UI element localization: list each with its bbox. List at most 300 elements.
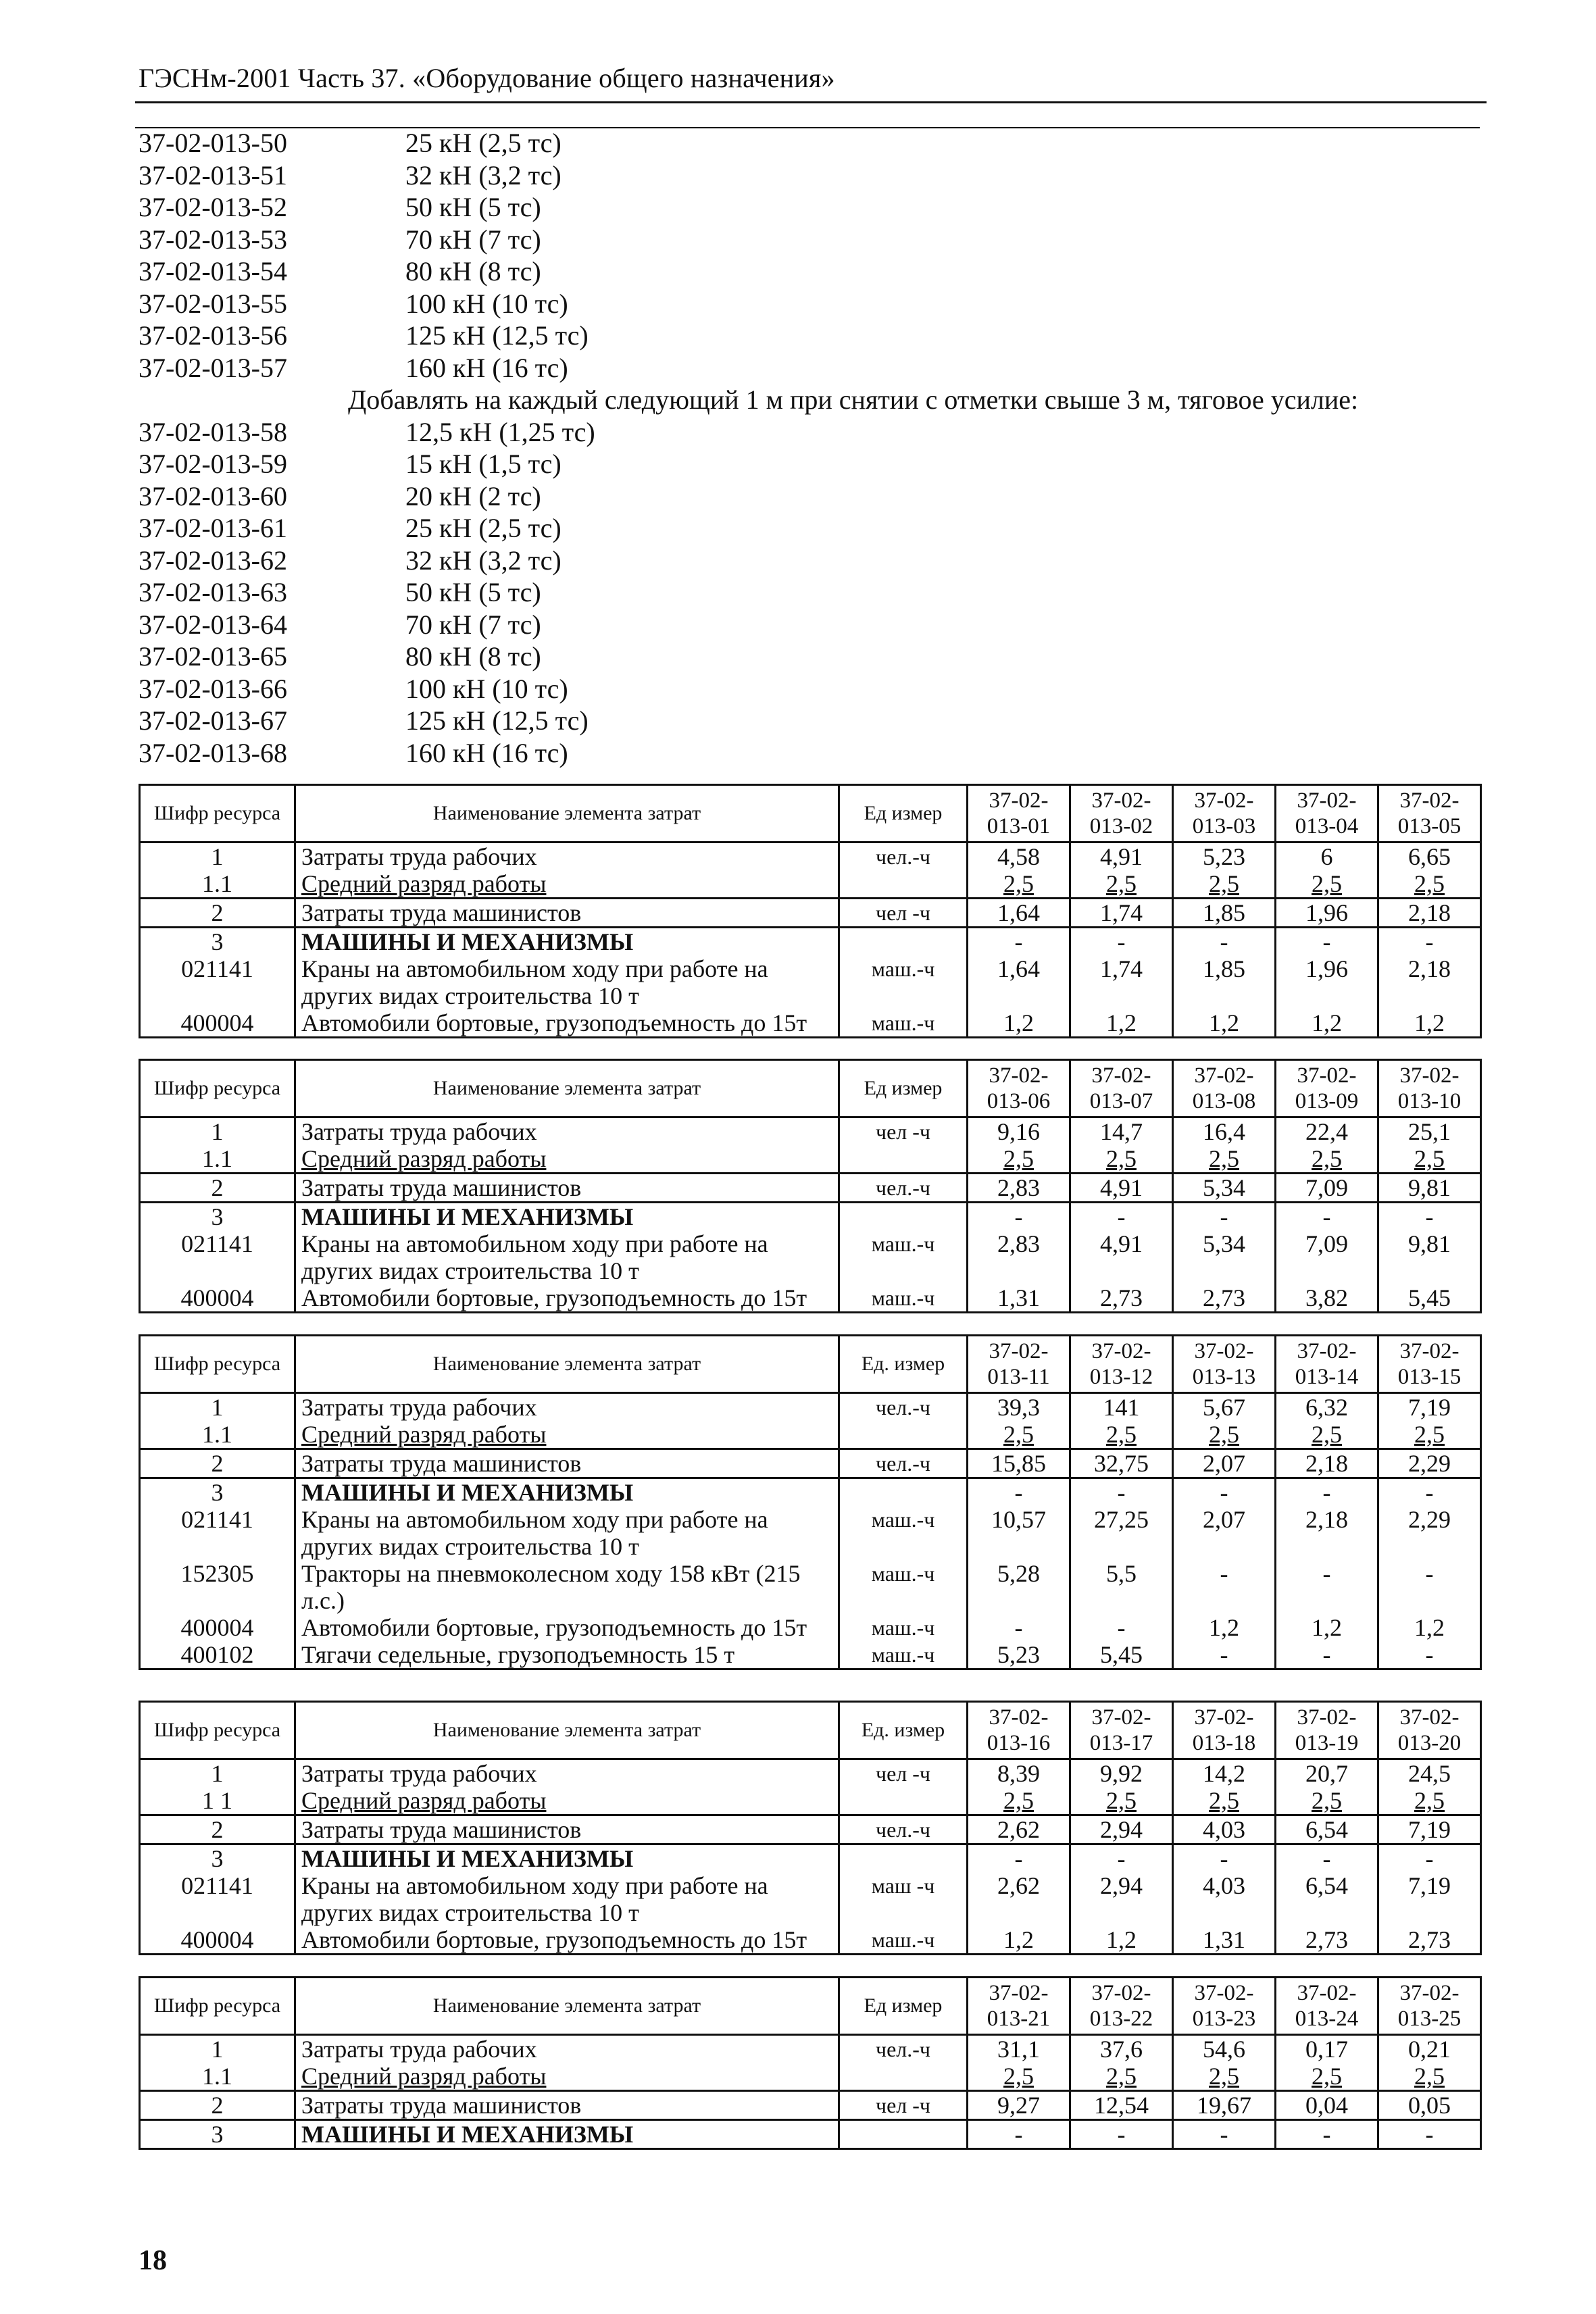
header-unit: Ед. измер bbox=[839, 1336, 968, 1393]
resource-code: 1 bbox=[140, 1759, 295, 1788]
code-list-row bbox=[139, 159, 1358, 192]
norm-value: 1,85 bbox=[1173, 899, 1276, 928]
unit-of-measure: маш.-ч bbox=[839, 1284, 968, 1313]
norm-value: - bbox=[1378, 1560, 1481, 1614]
norm-code: 37-02-013-57 bbox=[139, 352, 287, 383]
header-norm-code: 37-02- 013-09 bbox=[1276, 1060, 1378, 1117]
unit-of-measure: маш -ч bbox=[839, 1872, 968, 1926]
resource-code: 1.1 bbox=[140, 870, 295, 899]
cost-element-name bbox=[295, 955, 839, 1009]
header-norm-code: 37-02- 013-23 bbox=[1173, 1978, 1276, 2035]
norm-value: 1,85 bbox=[1173, 955, 1276, 1009]
cost-element-name bbox=[295, 1815, 839, 1844]
header-norm-code: 37-02- 013-14 bbox=[1276, 1336, 1378, 1393]
header-norm-code: 37-02- 013-24 bbox=[1276, 1978, 1378, 2035]
cost-element-line: других видах строительства 10 т bbox=[301, 1533, 639, 1560]
resource-code: 1 bbox=[140, 842, 295, 871]
table-header-row bbox=[140, 1336, 1481, 1393]
page-number: 18 bbox=[139, 2245, 167, 2276]
unit-of-measure: маш.-ч bbox=[839, 1009, 968, 1038]
code-list-row bbox=[139, 352, 1358, 384]
cost-element-line: Автомобили бортовые, грузоподъемность до 15т bbox=[301, 1009, 807, 1036]
traction-load: 32 кН (3,2 тс) bbox=[405, 159, 562, 191]
header-resource-code: Шифр ресурса bbox=[140, 1060, 295, 1117]
norm-value: - bbox=[1276, 1478, 1378, 1507]
norm-value: 2,18 bbox=[1276, 1506, 1378, 1560]
cost-element-name bbox=[295, 1844, 839, 1873]
norm-value: 0,04 bbox=[1276, 2091, 1378, 2120]
header-resource-code: Шифр ресурса bbox=[140, 1978, 295, 2035]
unit-of-measure: чел -ч bbox=[839, 1759, 968, 1788]
header-cost-element: Наименование элемента затрат bbox=[295, 1336, 839, 1393]
table-row bbox=[140, 1815, 1481, 1844]
norm-code: 37-02-013-52 bbox=[139, 192, 287, 222]
norm-value: 4,91 bbox=[1070, 1230, 1173, 1284]
cost-element-line: Средний разряд работы bbox=[301, 1787, 547, 1814]
norm-value: - bbox=[1173, 928, 1276, 956]
norm-value: 1,64 bbox=[968, 899, 1070, 928]
traction-load: 125 кН (12,5 тс) bbox=[405, 320, 589, 351]
norm-value: 1,96 bbox=[1276, 899, 1378, 928]
norm-code: 37-02-013-62 bbox=[139, 545, 287, 576]
header-norm-code: 37-02- 013-05 bbox=[1378, 785, 1481, 842]
norm-value: 7,19 bbox=[1378, 1815, 1481, 1844]
cost-element-name bbox=[295, 928, 839, 956]
table-row bbox=[140, 899, 1481, 928]
norm-code-list bbox=[139, 127, 1358, 769]
cost-element-name bbox=[295, 1926, 839, 1955]
table-row bbox=[140, 955, 1481, 1009]
norm-value: 1,2 bbox=[968, 1926, 1070, 1955]
unit-of-measure: чел.-ч bbox=[839, 1393, 968, 1422]
traction-load: 20 кН (2 тс) bbox=[405, 480, 541, 511]
additional-note: Добавлять на каждый следующий 1 м при снятии с отметки свыше 3 м, тяговое усилие: bbox=[348, 384, 1359, 415]
header-norm-code: 37-02- 013-25 bbox=[1378, 1978, 1481, 2035]
resource-code: 2 bbox=[140, 1174, 295, 1203]
norm-value: 2,5 bbox=[1378, 2063, 1481, 2091]
resource-table bbox=[139, 1701, 1482, 1955]
resource-code: 2 bbox=[140, 2091, 295, 2120]
table-row bbox=[140, 1393, 1481, 1422]
header-norm-code: 37-02- 013-06 bbox=[968, 1060, 1070, 1117]
cost-element-line: л.с.) bbox=[301, 1587, 345, 1614]
resource-code: 1.1 bbox=[140, 1145, 295, 1174]
code-list-row bbox=[139, 737, 1358, 770]
cost-element-line: Краны на автомобильном ходу при работе на bbox=[301, 1506, 768, 1533]
norm-value: 2,07 bbox=[1173, 1449, 1276, 1478]
header-norm-code: 37-02- 013-07 bbox=[1070, 1060, 1173, 1117]
norm-value: - bbox=[1378, 1641, 1481, 1669]
table-row bbox=[140, 842, 1481, 871]
header-norm-code: 37-02- 013-02 bbox=[1070, 785, 1173, 842]
header-norm-code: 37-02- 013-01 bbox=[968, 785, 1070, 842]
header-norm-code: 37-02- 013-16 bbox=[968, 1702, 1070, 1759]
norm-value: 2,5 bbox=[968, 1145, 1070, 1174]
cost-element-line: Тягачи седельные, грузоподъемность 15 т bbox=[301, 1641, 735, 1668]
code-list-row bbox=[139, 191, 1358, 224]
cost-element-line: Затраты труда рабочих bbox=[301, 1760, 537, 1787]
cost-element-name bbox=[295, 1614, 839, 1641]
norm-value: 0,21 bbox=[1378, 2035, 1481, 2063]
table-header-row bbox=[140, 1978, 1481, 2035]
norm-value: 0,05 bbox=[1378, 2091, 1481, 2120]
norm-value: 1,64 bbox=[968, 955, 1070, 1009]
norm-value: - bbox=[1070, 1203, 1173, 1231]
cost-element-line: Автомобили бортовые, грузоподъемность до 15т bbox=[301, 1284, 807, 1311]
traction-load: 80 кН (8 тс) bbox=[405, 641, 541, 672]
cost-element-name bbox=[295, 1145, 839, 1174]
cost-element-name bbox=[295, 1560, 839, 1614]
norm-code: 37-02-013-64 bbox=[139, 609, 287, 640]
traction-load: 12,5 кН (1,25 тс) bbox=[405, 416, 595, 447]
cost-element-line: Средний разряд работы bbox=[301, 2063, 547, 2090]
header-norm-code: 37-02- 013-10 bbox=[1378, 1060, 1481, 1117]
norm-value: 2,5 bbox=[1276, 1787, 1378, 1815]
cost-element-line: МАШИНЫ И МЕХАНИЗМЫ bbox=[301, 1203, 634, 1230]
norm-value: - bbox=[1173, 1203, 1276, 1231]
norm-value: - bbox=[1070, 1844, 1173, 1873]
cost-element-line: Затраты труда рабочих bbox=[301, 2036, 537, 2063]
norm-code: 37-02-013-67 bbox=[139, 705, 287, 736]
norm-value: 1,31 bbox=[968, 1284, 1070, 1313]
traction-load: 50 кН (5 тс) bbox=[405, 577, 541, 607]
header-resource-code: Шифр ресурса bbox=[140, 785, 295, 842]
code-list-row bbox=[139, 255, 1358, 288]
norm-value: 39,3 bbox=[968, 1393, 1070, 1422]
cost-element-line: МАШИНЫ И МЕХАНИЗМЫ bbox=[301, 2121, 634, 2148]
norm-value: 7,19 bbox=[1378, 1872, 1481, 1926]
header-norm-code: 37-02- 013-15 bbox=[1378, 1336, 1481, 1393]
norm-value: 2,5 bbox=[968, 1421, 1070, 1449]
table-row bbox=[140, 1759, 1481, 1788]
header-norm-code: 37-02- 013-17 bbox=[1070, 1702, 1173, 1759]
norm-code: 37-02-013-51 bbox=[139, 159, 287, 191]
traction-load: 160 кН (16 тс) bbox=[405, 737, 568, 768]
resource-code: 3 bbox=[140, 2120, 295, 2149]
resource-code: 1 bbox=[140, 1393, 295, 1422]
norm-value: 2,29 bbox=[1378, 1506, 1481, 1560]
header-norm-code: 37-02- 013-20 bbox=[1378, 1702, 1481, 1759]
norm-value: 2,5 bbox=[1173, 2063, 1276, 2091]
norm-value: 2,5 bbox=[1070, 1421, 1173, 1449]
norm-value: 1,74 bbox=[1070, 955, 1173, 1009]
table-row bbox=[140, 1203, 1481, 1231]
cost-element-name bbox=[295, 2120, 839, 2149]
norm-value: 32,75 bbox=[1070, 1449, 1173, 1478]
norm-value: 1,2 bbox=[968, 1009, 1070, 1038]
traction-load: 80 кН (8 тс) bbox=[405, 256, 541, 286]
unit-of-measure bbox=[839, 1421, 968, 1449]
norm-value: 2,5 bbox=[1378, 1421, 1481, 1449]
norm-value: 4,03 bbox=[1173, 1872, 1276, 1926]
norm-value: 16,4 bbox=[1173, 1117, 1276, 1146]
code-list-row bbox=[139, 705, 1358, 737]
traction-load: 70 кН (7 тс) bbox=[405, 609, 541, 640]
norm-value: 5,23 bbox=[1173, 842, 1276, 871]
norm-value: 2,62 bbox=[968, 1872, 1070, 1926]
table-row bbox=[140, 1641, 1481, 1669]
norm-code: 37-02-013-54 bbox=[139, 256, 287, 286]
unit-of-measure: чел -ч bbox=[839, 2091, 968, 2120]
cost-element-name bbox=[295, 1009, 839, 1038]
unit-of-measure: чел.-ч bbox=[839, 1449, 968, 1478]
norm-value: 6 bbox=[1276, 842, 1378, 871]
norm-value: 5,5 bbox=[1070, 1560, 1173, 1614]
norm-value: 2,5 bbox=[1070, 1145, 1173, 1174]
header-norm-code: 37-02- 013-03 bbox=[1173, 785, 1276, 842]
norm-value: - bbox=[1276, 1641, 1378, 1669]
cost-element-line: МАШИНЫ И МЕХАНИЗМЫ bbox=[301, 928, 634, 955]
norm-value: 9,81 bbox=[1378, 1174, 1481, 1203]
traction-load: 25 кН (2,5 тс) bbox=[405, 513, 562, 543]
cost-element-name bbox=[295, 842, 839, 871]
resource-code: 152305 bbox=[140, 1560, 295, 1614]
table-row bbox=[140, 1145, 1481, 1174]
norm-value: 2,73 bbox=[1378, 1926, 1481, 1955]
unit-of-measure: маш.-ч bbox=[839, 1926, 968, 1955]
resource-code: 2 bbox=[140, 899, 295, 928]
header-cost-element: Наименование элемента затрат bbox=[295, 785, 839, 842]
norm-value: 1,2 bbox=[1070, 1926, 1173, 1955]
norm-code: 37-02-013-55 bbox=[139, 288, 287, 319]
resource-table bbox=[139, 1976, 1482, 2150]
norm-value: 2,5 bbox=[1276, 2063, 1378, 2091]
norm-value: 3,82 bbox=[1276, 1284, 1378, 1313]
norm-value: - bbox=[1276, 1203, 1378, 1231]
cost-element-name bbox=[295, 1284, 839, 1313]
norm-value: - bbox=[1070, 1478, 1173, 1507]
norm-value: 31,1 bbox=[968, 2035, 1070, 2063]
norm-value: 1,2 bbox=[1276, 1614, 1378, 1641]
norm-value: 2,5 bbox=[1276, 870, 1378, 899]
traction-load: 70 кН (7 тс) bbox=[405, 224, 541, 255]
norm-value: 9,81 bbox=[1378, 1230, 1481, 1284]
cost-element-name bbox=[295, 2063, 839, 2091]
norm-value: - bbox=[1173, 1844, 1276, 1873]
norm-value: 1,74 bbox=[1070, 899, 1173, 928]
table-header-row bbox=[140, 1702, 1481, 1759]
table-row bbox=[140, 2035, 1481, 2063]
resource-code: 1 bbox=[140, 2035, 295, 2063]
traction-load: 15 кН (1,5 тс) bbox=[405, 449, 562, 479]
norm-value: 2,94 bbox=[1070, 1872, 1173, 1926]
norm-value: 141 bbox=[1070, 1393, 1173, 1422]
norm-value: - bbox=[1070, 2120, 1173, 2149]
resource-code: 1 1 bbox=[140, 1787, 295, 1815]
norm-value: 22,4 bbox=[1276, 1117, 1378, 1146]
traction-load: 32 кН (3,2 тс) bbox=[405, 545, 562, 576]
norm-value: - bbox=[1173, 1641, 1276, 1669]
header-unit: Ед измер bbox=[839, 1060, 968, 1117]
header-norm-code: 37-02- 013-18 bbox=[1173, 1702, 1276, 1759]
table-row bbox=[140, 1449, 1481, 1478]
norm-value: 9,92 bbox=[1070, 1759, 1173, 1788]
table-row bbox=[140, 1926, 1481, 1955]
unit-of-measure: чел.-ч bbox=[839, 1174, 968, 1203]
norm-value: 2,83 bbox=[968, 1174, 1070, 1203]
norm-value: - bbox=[1070, 1614, 1173, 1641]
header-cost-element: Наименование элемента затрат bbox=[295, 1060, 839, 1117]
table-row bbox=[140, 1174, 1481, 1203]
table-row bbox=[140, 1560, 1481, 1614]
norm-value: - bbox=[1276, 928, 1378, 956]
cost-element-line: Затраты труда рабочих bbox=[301, 1394, 537, 1421]
table-header-row bbox=[140, 1060, 1481, 1117]
cost-element-line: Автомобили бортовые, грузоподъемность до 15т bbox=[301, 1926, 807, 1953]
header-norm-code: 37-02- 013-19 bbox=[1276, 1702, 1378, 1759]
resource-code: 021141 bbox=[140, 1230, 295, 1284]
resource-code: 1 bbox=[140, 1117, 295, 1146]
resource-table bbox=[139, 1059, 1482, 1313]
norm-value: 2,5 bbox=[1378, 870, 1481, 899]
norm-value: 2,18 bbox=[1378, 955, 1481, 1009]
resource-code: 400004 bbox=[140, 1614, 295, 1641]
norm-value: 2,5 bbox=[1173, 1145, 1276, 1174]
table-row bbox=[140, 1614, 1481, 1641]
code-list-row bbox=[139, 545, 1358, 577]
norm-value: - bbox=[1276, 2120, 1378, 2149]
unit-of-measure: чел.-ч bbox=[839, 842, 968, 871]
header-norm-code: 37-02- 013-08 bbox=[1173, 1060, 1276, 1117]
code-list-row bbox=[139, 576, 1358, 609]
norm-value: - bbox=[1173, 1560, 1276, 1614]
unit-of-measure bbox=[839, 870, 968, 899]
table-row bbox=[140, 870, 1481, 899]
header-unit: Ед измер bbox=[839, 1978, 968, 2035]
resource-table bbox=[139, 1334, 1482, 1670]
cost-element-line: Автомобили бортовые, грузоподъемность до 15т bbox=[301, 1614, 807, 1641]
norm-value: 6,54 bbox=[1276, 1815, 1378, 1844]
norm-value: 2,94 bbox=[1070, 1815, 1173, 1844]
header-cost-element: Наименование элемента затрат bbox=[295, 1702, 839, 1759]
cost-element-line: Затраты труда рабочих bbox=[301, 843, 537, 870]
code-list-row bbox=[139, 320, 1358, 352]
cost-element-line: других видах строительства 10 т bbox=[301, 982, 639, 1009]
norm-value: 2,5 bbox=[1070, 870, 1173, 899]
code-list-row bbox=[139, 224, 1358, 256]
cost-element-name bbox=[295, 1230, 839, 1284]
resource-code: 3 bbox=[140, 928, 295, 956]
norm-value: 2,5 bbox=[968, 1787, 1070, 1815]
norm-value: 2,5 bbox=[1276, 1145, 1378, 1174]
cost-element-line: Затраты труда машинистов bbox=[301, 1450, 582, 1477]
norm-value: 54,6 bbox=[1173, 2035, 1276, 2063]
header-norm-code: 37-02- 013-12 bbox=[1070, 1336, 1173, 1393]
norm-value: 5,34 bbox=[1173, 1230, 1276, 1284]
traction-load: 125 кН (12,5 тс) bbox=[405, 705, 589, 736]
cost-element-line: Краны на автомобильном ходу при работе на bbox=[301, 1230, 768, 1257]
norm-code: 37-02-013-68 bbox=[139, 737, 287, 768]
unit-of-measure bbox=[839, 1844, 968, 1873]
unit-of-measure bbox=[839, 2120, 968, 2149]
norm-value: 2,5 bbox=[1276, 1421, 1378, 1449]
norm-value: 6,65 bbox=[1378, 842, 1481, 871]
norm-value: 6,54 bbox=[1276, 1872, 1378, 1926]
header-norm-code: 37-02- 013-13 bbox=[1173, 1336, 1276, 1393]
norm-value: - bbox=[968, 1844, 1070, 1873]
table-row bbox=[140, 1506, 1481, 1560]
header-unit: Ед измер bbox=[839, 785, 968, 842]
code-list-row bbox=[139, 512, 1358, 545]
norm-value: 0,17 bbox=[1276, 2035, 1378, 2063]
norm-value: 2,73 bbox=[1173, 1284, 1276, 1313]
table-row bbox=[140, 1421, 1481, 1449]
norm-code: 37-02-013-50 bbox=[139, 128, 287, 158]
code-list-row bbox=[139, 640, 1358, 673]
header-norm-code: 37-02- 013-04 bbox=[1276, 785, 1378, 842]
norm-code: 37-02-013-66 bbox=[139, 673, 287, 704]
norm-value: - bbox=[1173, 2120, 1276, 2149]
cost-element-name bbox=[295, 899, 839, 928]
traction-load: 100 кН (10 тс) bbox=[405, 673, 568, 704]
unit-of-measure: чел -ч bbox=[839, 899, 968, 928]
norm-value: 2,29 bbox=[1378, 1449, 1481, 1478]
norm-value: 14,7 bbox=[1070, 1117, 1173, 1146]
cost-element-name bbox=[295, 1449, 839, 1478]
table-row bbox=[140, 1009, 1481, 1038]
norm-value: 24,5 bbox=[1378, 1759, 1481, 1788]
norm-code: 37-02-013-58 bbox=[139, 416, 287, 447]
resource-table bbox=[139, 784, 1482, 1038]
unit-of-measure: чел.-ч bbox=[839, 2035, 968, 2063]
unit-of-measure bbox=[839, 928, 968, 956]
norm-value: 4,03 bbox=[1173, 1815, 1276, 1844]
norm-value: 7,19 bbox=[1378, 1393, 1481, 1422]
norm-value: - bbox=[1070, 928, 1173, 956]
norm-value: 4,91 bbox=[1070, 1174, 1173, 1203]
norm-value: 2,5 bbox=[1378, 1787, 1481, 1815]
resource-code: 3 bbox=[140, 1203, 295, 1231]
cost-element-line: Средний разряд работы bbox=[301, 1421, 547, 1448]
resource-code: 021141 bbox=[140, 1872, 295, 1926]
norm-value: - bbox=[1378, 1478, 1481, 1507]
norm-value: - bbox=[968, 2120, 1070, 2149]
norm-value: 27,25 bbox=[1070, 1506, 1173, 1560]
norm-value: 2,5 bbox=[1173, 870, 1276, 899]
unit-of-measure: маш.-ч bbox=[839, 1230, 968, 1284]
norm-value: 14,2 bbox=[1173, 1759, 1276, 1788]
cost-element-name bbox=[295, 870, 839, 899]
code-list-row bbox=[139, 673, 1358, 705]
norm-code: 37-02-013-53 bbox=[139, 224, 287, 255]
norm-value: 25,1 bbox=[1378, 1117, 1481, 1146]
unit-of-measure: маш.-ч bbox=[839, 1614, 968, 1641]
resource-code: 021141 bbox=[140, 955, 295, 1009]
norm-value: 2,5 bbox=[1173, 1421, 1276, 1449]
norm-value: 2,5 bbox=[1173, 1787, 1276, 1815]
cost-element-line: Затраты труда машинистов bbox=[301, 1174, 582, 1201]
resource-code: 3 bbox=[140, 1478, 295, 1507]
norm-value: 19,67 bbox=[1173, 2091, 1276, 2120]
table-row bbox=[140, 2063, 1481, 2091]
code-list-row bbox=[139, 609, 1358, 641]
cost-element-name bbox=[295, 1421, 839, 1449]
norm-value: - bbox=[1378, 1844, 1481, 1873]
norm-code: 37-02-013-63 bbox=[139, 577, 287, 607]
resource-code: 3 bbox=[140, 1844, 295, 1873]
unit-of-measure bbox=[839, 1145, 968, 1174]
code-list-row bbox=[139, 480, 1358, 513]
norm-value: - bbox=[968, 1203, 1070, 1231]
norm-value: 1,2 bbox=[1173, 1614, 1276, 1641]
cost-element-name bbox=[295, 1641, 839, 1669]
cost-element-name bbox=[295, 1478, 839, 1507]
norm-value: 2,5 bbox=[1378, 1145, 1481, 1174]
traction-load: 50 кН (5 тс) bbox=[405, 192, 541, 222]
unit-of-measure: маш.-ч bbox=[839, 1506, 968, 1560]
resource-code: 1.1 bbox=[140, 1421, 295, 1449]
code-list-row bbox=[139, 448, 1358, 480]
